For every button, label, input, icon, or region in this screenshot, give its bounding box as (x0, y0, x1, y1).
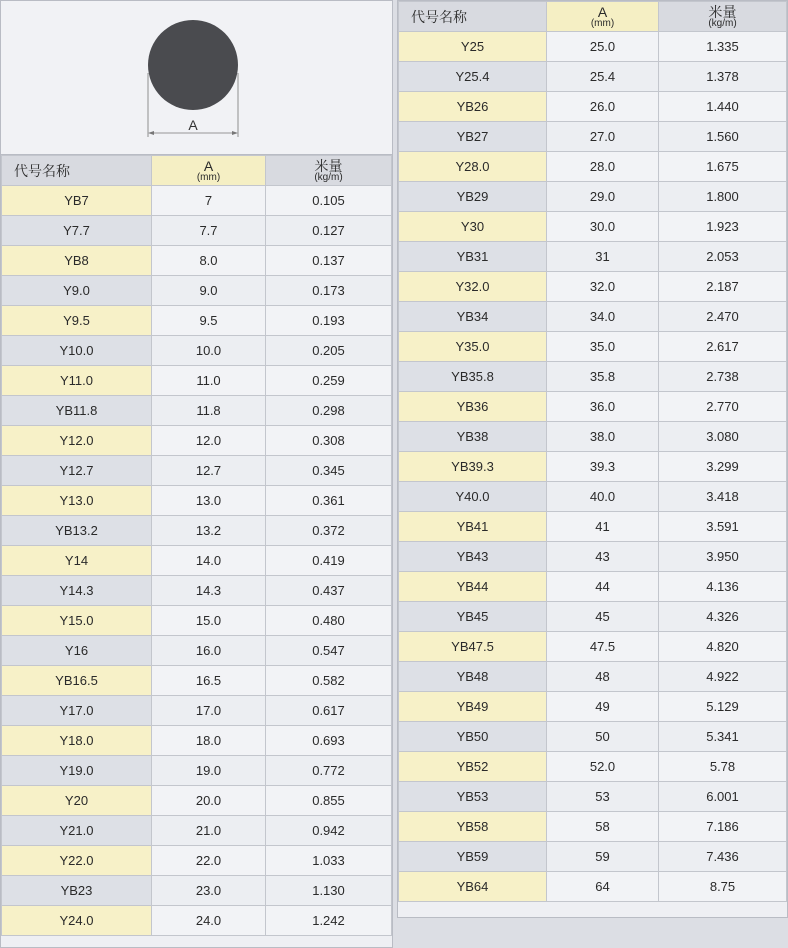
cell-code: YB43 (399, 542, 547, 572)
table-row (2, 546, 392, 576)
table-row (399, 512, 787, 542)
round-cross-section (148, 20, 238, 110)
cell-code: YB36 (399, 392, 547, 422)
cell-a: 59 (547, 842, 659, 872)
cell-weight: 2.053 (659, 242, 787, 272)
table-row (399, 212, 787, 242)
cell-a: 58 (547, 812, 659, 842)
cell-a: 39.3 (547, 452, 659, 482)
cell-weight: 0.308 (266, 426, 392, 456)
cell-a: 47.5 (547, 632, 659, 662)
table-header (399, 2, 787, 32)
round-profile-drawing (141, 13, 253, 141)
cell-weight: 0.105 (266, 186, 392, 216)
cell-a: 21.0 (152, 816, 266, 846)
right-panel (397, 0, 788, 918)
table-row (399, 872, 787, 902)
table-row (399, 782, 787, 812)
table-row (399, 122, 787, 152)
cell-weight: 4.820 (659, 632, 787, 662)
table-row (2, 246, 392, 276)
cell-weight: 2.770 (659, 392, 787, 422)
table-row (399, 152, 787, 182)
cell-a: 24.0 (152, 906, 266, 936)
cell-code: Y25.4 (399, 62, 547, 92)
cell-code: YB41 (399, 512, 547, 542)
cell-weight: 3.591 (659, 512, 787, 542)
cell-a: 52.0 (547, 752, 659, 782)
cross-section-diagram (1, 1, 392, 155)
cell-a: 10.0 (152, 336, 266, 366)
table-row (399, 632, 787, 662)
cell-code: YB38 (399, 422, 547, 452)
table-row (399, 602, 787, 632)
cell-code: Y14 (2, 546, 152, 576)
cell-a: 9.5 (152, 306, 266, 336)
table-row (2, 186, 392, 216)
cell-weight: 7.186 (659, 812, 787, 842)
cell-weight: 0.173 (266, 276, 392, 306)
cell-code: Y10.0 (2, 336, 152, 366)
cell-a: 45 (547, 602, 659, 632)
cell-weight: 0.547 (266, 636, 392, 666)
table-row (399, 392, 787, 422)
header-code: 代号名称 (2, 156, 152, 186)
table-row (399, 482, 787, 512)
table-row (2, 486, 392, 516)
table-row (2, 216, 392, 246)
cell-a: 26.0 (547, 92, 659, 122)
header-weight-unit: (kg/m) (708, 17, 737, 29)
table-row (399, 692, 787, 722)
cell-a: 16.0 (152, 636, 266, 666)
cell-weight: 1.335 (659, 32, 787, 62)
cell-code: Y20 (2, 786, 152, 816)
header-weight-label: 米量 (314, 157, 343, 174)
cell-code: Y9.5 (2, 306, 152, 336)
cell-code: YB47.5 (399, 632, 547, 662)
table-row (2, 876, 392, 906)
header-a (547, 2, 659, 32)
cell-a: 14.0 (152, 546, 266, 576)
cell-code: YB44 (399, 572, 547, 602)
table-row (399, 722, 787, 752)
cell-weight: 0.437 (266, 576, 392, 606)
cell-weight: 0.205 (266, 336, 392, 366)
cell-code: YB59 (399, 842, 547, 872)
cell-code: Y15.0 (2, 606, 152, 636)
cell-weight: 4.922 (659, 662, 787, 692)
cell-a: 23.0 (152, 876, 266, 906)
cell-code: Y24.0 (2, 906, 152, 936)
left-table (1, 155, 392, 936)
cell-a: 13.2 (152, 516, 266, 546)
cell-code: YB64 (399, 872, 547, 902)
table-row (399, 572, 787, 602)
cell-code: Y19.0 (2, 756, 152, 786)
table-row (2, 666, 392, 696)
table-row (399, 272, 787, 302)
header-a-unit: (mm) (590, 17, 615, 29)
cell-code: Y13.0 (2, 486, 152, 516)
cell-code: YB39.3 (399, 452, 547, 482)
cell-a: 30.0 (547, 212, 659, 242)
cell-weight: 0.137 (266, 246, 392, 276)
cell-a: 41 (547, 512, 659, 542)
cell-code: Y28.0 (399, 152, 547, 182)
cell-weight: 1.242 (266, 906, 392, 936)
cell-code: YB29 (399, 182, 547, 212)
cell-weight: 0.480 (266, 606, 392, 636)
table-row (2, 816, 392, 846)
cell-weight: 0.617 (266, 696, 392, 726)
cell-a: 14.3 (152, 576, 266, 606)
cell-code: YB31 (399, 242, 547, 272)
table-row (2, 846, 392, 876)
cell-code: YB58 (399, 812, 547, 842)
cell-code: YB7 (2, 186, 152, 216)
right-table (398, 1, 787, 902)
cell-weight: 3.299 (659, 452, 787, 482)
table-row (2, 396, 392, 426)
cell-code: Y21.0 (2, 816, 152, 846)
cell-weight: 0.259 (266, 366, 392, 396)
cell-a: 18.0 (152, 726, 266, 756)
table-row (399, 302, 787, 332)
table-row (2, 636, 392, 666)
header-code: 代号名称 (399, 2, 547, 32)
table-row (2, 336, 392, 366)
cell-a: 11.0 (152, 366, 266, 396)
cell-weight: 1.440 (659, 92, 787, 122)
table-row (399, 242, 787, 272)
cell-weight: 2.470 (659, 302, 787, 332)
cell-weight: 0.372 (266, 516, 392, 546)
header-a-label: A (203, 157, 214, 174)
cell-a: 40.0 (547, 482, 659, 512)
cell-weight: 4.326 (659, 602, 787, 632)
cell-code: Y7.7 (2, 216, 152, 246)
table-row (399, 542, 787, 572)
table-row (399, 92, 787, 122)
cell-a: 34.0 (547, 302, 659, 332)
table-row (399, 812, 787, 842)
cell-a: 19.0 (152, 756, 266, 786)
table-row (2, 516, 392, 546)
table-row (399, 842, 787, 872)
cell-a: 11.8 (152, 396, 266, 426)
cell-weight: 0.193 (266, 306, 392, 336)
cell-weight: 1.800 (659, 182, 787, 212)
cell-weight: 0.298 (266, 396, 392, 426)
cell-weight: 1.378 (659, 62, 787, 92)
table-row (399, 452, 787, 482)
cell-weight: 0.942 (266, 816, 392, 846)
cell-a: 44 (547, 572, 659, 602)
cell-a: 35.0 (547, 332, 659, 362)
cell-weight: 5.78 (659, 752, 787, 782)
cell-code: Y22.0 (2, 846, 152, 876)
cell-a: 43 (547, 542, 659, 572)
table-row (2, 576, 392, 606)
cell-weight: 4.136 (659, 572, 787, 602)
cell-code: YB50 (399, 722, 547, 752)
cell-code: YB11.8 (2, 396, 152, 426)
cell-a: 38.0 (547, 422, 659, 452)
cell-a: 8.0 (152, 246, 266, 276)
table-row (2, 696, 392, 726)
cell-a: 12.0 (152, 426, 266, 456)
header-a (152, 156, 266, 186)
cell-code: Y11.0 (2, 366, 152, 396)
cell-a: 31 (547, 242, 659, 272)
cell-a: 16.5 (152, 666, 266, 696)
cell-a: 48 (547, 662, 659, 692)
cell-weight: 2.617 (659, 332, 787, 362)
table-header (2, 156, 392, 186)
table-row (399, 362, 787, 392)
cell-a: 9.0 (152, 276, 266, 306)
cell-weight: 0.772 (266, 756, 392, 786)
cell-code: Y32.0 (399, 272, 547, 302)
table-row (2, 786, 392, 816)
cell-weight: 7.436 (659, 842, 787, 872)
cell-a: 53 (547, 782, 659, 812)
right-table-body (399, 32, 787, 902)
header-weight (266, 156, 392, 186)
cell-a: 7.7 (152, 216, 266, 246)
cell-code: YB16.5 (2, 666, 152, 696)
cell-weight: 3.418 (659, 482, 787, 512)
table-row (2, 276, 392, 306)
cell-weight: 1.130 (266, 876, 392, 906)
cell-code: YB13.2 (2, 516, 152, 546)
table-row (2, 606, 392, 636)
cell-weight: 0.693 (266, 726, 392, 756)
cell-a: 25.4 (547, 62, 659, 92)
table-row (2, 306, 392, 336)
cell-code: YB26 (399, 92, 547, 122)
header-a-label: A (597, 3, 608, 20)
header-weight-unit: (kg/m) (314, 171, 343, 183)
table-row (2, 906, 392, 936)
cell-weight: 8.75 (659, 872, 787, 902)
cell-code: YB45 (399, 602, 547, 632)
cell-a: 15.0 (152, 606, 266, 636)
cell-a: 36.0 (547, 392, 659, 422)
cell-a: 50 (547, 722, 659, 752)
cell-weight: 3.950 (659, 542, 787, 572)
cell-code: Y12.7 (2, 456, 152, 486)
cell-a: 27.0 (547, 122, 659, 152)
cell-weight: 5.129 (659, 692, 787, 722)
cell-weight: 0.582 (266, 666, 392, 696)
cell-code: YB53 (399, 782, 547, 812)
cell-code: YB49 (399, 692, 547, 722)
cell-code: Y18.0 (2, 726, 152, 756)
cell-a: 35.8 (547, 362, 659, 392)
left-panel (0, 0, 393, 948)
cell-weight: 0.419 (266, 546, 392, 576)
header-weight (659, 2, 787, 32)
cell-code: Y14.3 (2, 576, 152, 606)
cell-code: YB27 (399, 122, 547, 152)
cell-weight: 2.187 (659, 272, 787, 302)
cell-a: 25.0 (547, 32, 659, 62)
cell-a: 13.0 (152, 486, 266, 516)
table-row (2, 726, 392, 756)
table-row (399, 332, 787, 362)
left-table-body (2, 186, 392, 936)
cell-weight: 6.001 (659, 782, 787, 812)
cell-weight: 1.675 (659, 152, 787, 182)
table-row (2, 456, 392, 486)
cell-code: Y25 (399, 32, 547, 62)
cell-weight: 2.738 (659, 362, 787, 392)
cell-code: Y17.0 (2, 696, 152, 726)
cell-code: YB35.8 (399, 362, 547, 392)
table-row (399, 62, 787, 92)
cell-a: 17.0 (152, 696, 266, 726)
cell-a: 28.0 (547, 152, 659, 182)
table-row (2, 756, 392, 786)
cell-weight: 5.341 (659, 722, 787, 752)
cell-a: 7 (152, 186, 266, 216)
cell-a: 22.0 (152, 846, 266, 876)
table-row (399, 32, 787, 62)
table-row (2, 366, 392, 396)
header-weight-label: 米量 (708, 3, 737, 20)
dimension-label: A (188, 117, 198, 133)
cell-weight: 0.127 (266, 216, 392, 246)
header-a-unit: (mm) (196, 171, 221, 183)
cell-weight: 0.345 (266, 456, 392, 486)
cell-code: YB34 (399, 302, 547, 332)
cell-code: Y16 (2, 636, 152, 666)
cell-weight: 1.923 (659, 212, 787, 242)
cell-code: Y12.0 (2, 426, 152, 456)
cell-a: 64 (547, 872, 659, 902)
cell-weight: 1.560 (659, 122, 787, 152)
cell-code: Y40.0 (399, 482, 547, 512)
cell-code: YB8 (2, 246, 152, 276)
cell-weight: 3.080 (659, 422, 787, 452)
cell-code: Y35.0 (399, 332, 547, 362)
cell-a: 29.0 (547, 182, 659, 212)
cell-a: 20.0 (152, 786, 266, 816)
cell-code: Y30 (399, 212, 547, 242)
table-row (399, 422, 787, 452)
cell-weight: 1.033 (266, 846, 392, 876)
cell-code: YB23 (2, 876, 152, 906)
cell-weight: 0.361 (266, 486, 392, 516)
cell-code: YB48 (399, 662, 547, 692)
cell-code: YB52 (399, 752, 547, 782)
table-row (2, 426, 392, 456)
cell-a: 49 (547, 692, 659, 722)
table-row (399, 662, 787, 692)
cell-code: Y9.0 (2, 276, 152, 306)
cell-weight: 0.855 (266, 786, 392, 816)
table-row (399, 182, 787, 212)
table-row (399, 752, 787, 782)
cell-a: 32.0 (547, 272, 659, 302)
cell-a: 12.7 (152, 456, 266, 486)
